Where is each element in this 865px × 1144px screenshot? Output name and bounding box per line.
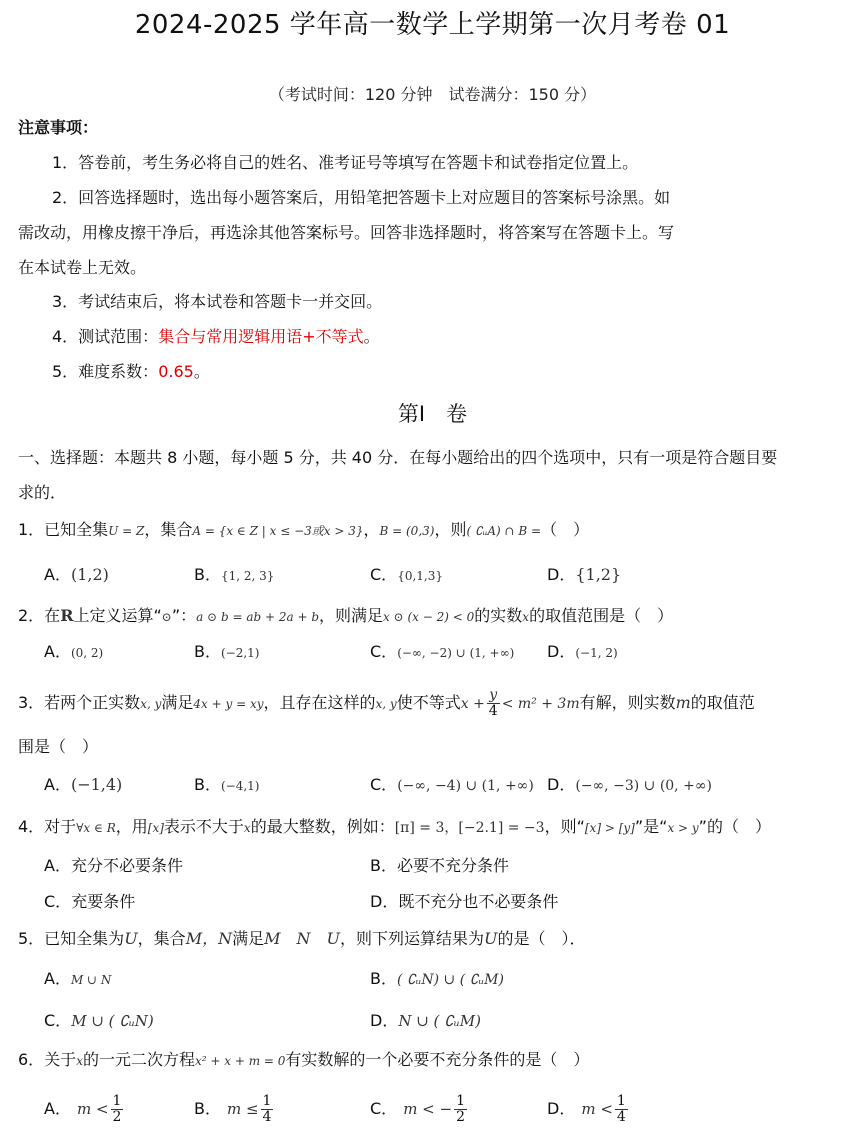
option-label: A．	[44, 642, 71, 661]
q1-text: 1．已知全集	[18, 520, 109, 539]
q3-math: m	[675, 693, 691, 712]
q2-math: ⊙	[161, 610, 172, 624]
q5-text: ，则下列运算结果为	[339, 929, 484, 948]
option-value: ( ∁ᵤN) ∪ ( ∁ᵤM)	[396, 972, 504, 988]
q4-math: [x]	[147, 821, 164, 835]
q4-text: 的最大整数，例如：	[250, 817, 395, 836]
q4-text: ”是“	[634, 817, 668, 836]
q5-math: M N U	[264, 929, 340, 948]
q2-math: x ⊙ (x − 2) < 0	[383, 610, 475, 624]
q5-option-c	[44, 1011, 154, 1031]
q6-text: 6．关于	[18, 1050, 77, 1069]
q5-math: U	[124, 929, 138, 948]
q3-math: x, y	[140, 697, 162, 711]
option-label: C．	[44, 1011, 72, 1030]
option-value: (−∞, −4) ∪ (1, +∞)	[397, 778, 534, 794]
option-label: B．	[370, 856, 397, 875]
q2-text: 上定义运算“	[73, 606, 162, 625]
exam-subtitle: （考试时间：120 分钟 试卷满分：150 分）	[268, 85, 597, 104]
notes-heading: 注意事项：	[18, 118, 99, 137]
q3-option-d	[547, 775, 712, 796]
option-value: {1,2}	[575, 565, 622, 584]
q4-math: [π] = 3，[−2.1] = −3	[394, 820, 545, 836]
option-value: (0, 2)	[70, 646, 104, 660]
option-value: (−∞, −3) ∪ (0, +∞)	[575, 778, 712, 794]
question-3-line-2: 围是（ ）	[18, 737, 99, 756]
q4-option-b	[370, 856, 509, 876]
test-scope-value: 集合与常用逻辑用语+不等式	[158, 327, 364, 346]
option-value: (−∞, −2) ∪ (1, +∞)	[397, 646, 515, 660]
option-value: m <	[581, 1100, 613, 1118]
q3-option-a	[44, 775, 122, 795]
option-label: A．	[44, 1099, 71, 1118]
fraction-numerator: 1	[456, 1093, 466, 1109]
q3-math: < m² + 3m	[501, 696, 580, 712]
note-item-5-end: 。	[193, 362, 210, 381]
option-value: (−4,1)	[220, 779, 260, 793]
q2-option-b	[194, 642, 260, 663]
fraction-denominator: 4	[488, 703, 498, 719]
q4-math: x	[243, 821, 251, 835]
q3-math: 4x + y = xy	[193, 697, 264, 711]
option-value: (−1, 2)	[575, 646, 618, 660]
q4-text: 4．对于	[18, 817, 77, 836]
q3-text: 满足	[161, 693, 194, 712]
q5-text: 的是（ ）．	[497, 929, 586, 948]
option-value: N ∪ ( ∁ᵤM)	[398, 1012, 481, 1030]
q4-text: ”的（ ）	[698, 817, 771, 836]
q2-text: 的取值范围是（ ）	[529, 606, 674, 625]
option-value: 充分不必要条件	[70, 856, 183, 875]
q6-option-a	[44, 1094, 125, 1125]
option-value: (1,2)	[70, 565, 109, 584]
q1-option-c	[370, 565, 443, 586]
q1-text: （ ）	[541, 520, 590, 539]
q5-option-d	[370, 1011, 481, 1031]
q5-text: 满足	[232, 929, 265, 948]
q1-option-b	[194, 565, 274, 586]
option-label: D．	[547, 565, 576, 584]
q3-text: 使不等式	[396, 693, 461, 712]
fraction-denominator: 4	[616, 1109, 626, 1125]
q2-option-d	[547, 642, 618, 663]
q5-option-b	[370, 969, 504, 990]
option-label: B．	[194, 1099, 221, 1118]
exam-title: 2024-2025 学年高一数学上学期第一次月考卷 01	[134, 10, 731, 40]
q4-math: x > y	[667, 821, 699, 835]
note-item-1: 1．答卷前，考生务必将自己的姓名、准考证号等填写在答题卡和试卷指定位置上。	[52, 153, 639, 172]
question-6-stem	[18, 1050, 589, 1071]
option-label: D．	[547, 642, 576, 661]
option-fraction	[261, 1094, 274, 1125]
q3-math: x, y	[375, 697, 397, 711]
option-label: C．	[370, 642, 398, 661]
note-item-4-end: 。	[363, 327, 380, 346]
q1-text: ，则	[434, 520, 467, 539]
option-label: C．	[44, 892, 72, 911]
q4-option-c	[44, 892, 135, 912]
note-item-4-label: 4．测试范围：	[52, 327, 159, 346]
note-item-3: 3．考试结束后，将本试卷和答题卡一并交回。	[52, 292, 383, 311]
q3-math: x +	[460, 696, 485, 712]
option-label: C．	[370, 565, 398, 584]
q4-text: ，用	[115, 817, 148, 836]
q2-text: ，则满足	[319, 606, 384, 625]
option-label: A．	[44, 969, 71, 988]
option-value: 必要不充分条件	[396, 856, 509, 875]
question-2-stem	[18, 606, 673, 627]
section-intro-line-2: 求的．	[18, 483, 67, 502]
q6-text: 的一元二次方程	[82, 1050, 195, 1069]
q5-text: 5．已知全集为	[18, 929, 125, 948]
option-value: {0,1,3}	[397, 569, 443, 583]
q2-text: 2．在	[18, 606, 61, 625]
fraction-numerator: y	[487, 688, 500, 704]
question-5-stem	[18, 929, 585, 949]
option-label: A．	[44, 565, 71, 584]
fraction-numerator: 1	[112, 1093, 122, 1109]
q2-math: a ⊙ b = ab + 2a + b	[196, 610, 320, 624]
note-item-4	[52, 327, 380, 347]
question-1-stem	[18, 520, 589, 541]
q4-text: 表示不大于	[163, 817, 244, 836]
note-item-5-label: 5．难度系数：	[52, 362, 159, 381]
q3-text: 有解，则实数	[579, 693, 676, 712]
option-value: M ∪ N	[70, 973, 112, 987]
q3-text: 3．若两个正实数	[18, 693, 141, 712]
q5-math: U	[483, 929, 498, 948]
q2-option-c	[370, 642, 514, 663]
q5-math: M，N	[185, 929, 233, 948]
q1-option-a	[44, 565, 109, 585]
q1-option-d	[547, 565, 621, 585]
question-3-stem	[18, 688, 755, 719]
option-fraction	[454, 1094, 467, 1125]
option-label: B．	[194, 775, 221, 794]
q3-option-c	[370, 775, 534, 796]
option-value: m <	[76, 1100, 109, 1118]
option-label: B．	[370, 969, 397, 988]
option-value: (−1,4)	[70, 775, 123, 794]
q5-text: ，集合	[137, 929, 186, 948]
option-value: M ∪ ( ∁ᵤN)	[71, 1012, 154, 1030]
q1-math: B = (0,3)	[379, 524, 435, 538]
note-item-5	[52, 362, 210, 382]
q3-text: ，且存在这样的	[263, 693, 376, 712]
q2-math: x	[522, 610, 530, 624]
q4-math: ∀x ∈ R	[76, 821, 116, 835]
note-item-2-line-3: 在本试卷上无效。	[18, 258, 147, 277]
option-value: m < −	[403, 1100, 453, 1118]
q1-math: U = Z	[108, 524, 145, 538]
option-value: 既不充分也不必要条件	[398, 892, 559, 911]
q1-text: ，	[363, 520, 380, 539]
q4-math: [x] > [y]	[584, 821, 635, 835]
option-fraction	[615, 1094, 628, 1125]
option-value: {1, 2, 3}	[220, 569, 275, 583]
q6-text: 有实数解的一个必要不充分条件的是（ ）	[285, 1050, 590, 1069]
q2-math: R	[60, 606, 74, 625]
q3-fraction	[487, 688, 500, 719]
q1-text: ，集合	[144, 520, 193, 539]
option-label: B．	[194, 642, 221, 661]
option-label: D．	[547, 1099, 576, 1118]
note-item-2-line-2: 需改动，用橡皮擦干净后，再选涂其他答案标号。回答非选择题时，将答案写在答题卡上。写	[18, 223, 675, 242]
option-label: C．	[370, 775, 398, 794]
fraction-numerator: 1	[262, 1093, 272, 1109]
fraction-denominator: 2	[112, 1109, 122, 1125]
q1-math: A = {x ∈ Z | x ≤ −3或x > 3}	[192, 524, 364, 538]
option-fraction	[111, 1094, 124, 1125]
q6-option-b	[194, 1094, 275, 1125]
q4-option-a	[44, 856, 183, 876]
option-label: D．	[547, 775, 576, 794]
q3-option-b	[194, 775, 260, 796]
q6-math: x² + x + m = 0	[194, 1054, 286, 1068]
option-label: A．	[44, 775, 71, 794]
option-label: D．	[370, 892, 399, 911]
fraction-denominator: 2	[456, 1109, 466, 1125]
note-item-2-line-1: 2．回答选择题时，选出每小题答案后，用铅笔把答题卡上对应题目的答案标号涂黑。如	[52, 188, 671, 207]
q5-option-a	[44, 969, 111, 990]
fraction-denominator: 4	[262, 1109, 272, 1125]
q6-option-d	[547, 1094, 630, 1125]
q4-text: ，则“	[544, 817, 585, 836]
option-label: A．	[44, 856, 71, 875]
option-value: m ≤	[226, 1100, 259, 1118]
question-4-stem	[18, 817, 771, 838]
option-value: 充要条件	[71, 892, 136, 911]
q2-text: 的实数	[474, 606, 523, 625]
option-label: C．	[370, 1099, 398, 1118]
q6-option-c	[370, 1094, 469, 1125]
q3-text: 的取值范	[690, 693, 755, 712]
q2-option-a	[44, 642, 103, 663]
q1-math: ( ∁ᵤA) ∩ B =	[466, 524, 542, 538]
option-label: D．	[370, 1011, 399, 1030]
difficulty-value: 0.65	[158, 362, 194, 381]
option-value: (−2,1)	[220, 646, 260, 660]
fraction-numerator: 1	[616, 1093, 626, 1109]
q2-text: ”：	[171, 606, 197, 625]
option-label: B．	[194, 565, 221, 584]
section-intro-line-1: 一、选择题：本题共 8 小题，每小题 5 分，共 40 分．在每小题给出的四个选项中，只有一项是符合题目要	[18, 448, 778, 467]
q4-option-d	[370, 892, 558, 912]
section-title: 第Ⅰ 卷	[397, 402, 468, 426]
q6-math: x	[76, 1054, 83, 1068]
